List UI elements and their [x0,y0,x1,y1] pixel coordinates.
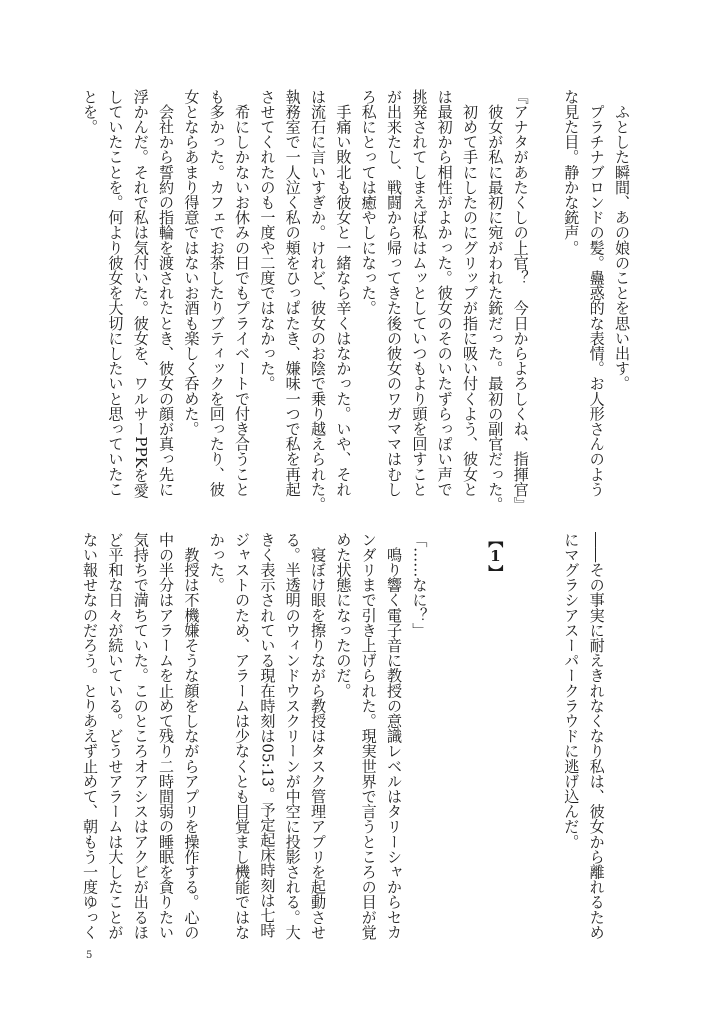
text-line: 鳴り響く電子音に教授の意識レベルはタリーシャからセカ [385,532,404,940]
blank-line [457,532,482,942]
text-line: にマグラシアスーパークラウドに逃げ込んだ。 [562,532,581,850]
text-line: は流石に言いすぎか。けれど、彼女のお陰で乗り越えられた。 [309,89,328,512]
text-line: ――その事実に耐えきれなくなり私は、彼女から離れるため [587,532,606,940]
text-line: が出来たし、戦闘から帰ってきた後の彼女のワガママはむし [385,89,404,497]
text-line: かった。 [207,532,226,593]
text-line: していたことを。何より彼女を大切にしたいと思っていたこ [106,89,125,497]
text-line: 彼女が私に最初に宛がわれた銃だった。最初の副官だった。 [486,89,505,512]
text-line: 中の半分はアラームを止めて残り二時間弱の睡眠を貪りたい [157,532,176,940]
text-line: 初めて手にしたのにグリップが指に吸い付くよう、彼女と [461,89,480,497]
blank-line [533,89,558,499]
text-line: ない報せなのだろう。とりあえず止めて、朝もう一度ゆっく [81,532,100,940]
text-line: プラチナブロンドの髪。蠱惑的な表情。お人形さんのよう [587,89,606,497]
text-line: 教授は不機嫌そうな顔をしながらアプリを操作する。心の [182,532,201,940]
text-line: な見た目。静かな銃声。 [562,89,581,256]
text-line: 女とならあまり得意ではないお酒も楽しく呑めた。 [182,89,201,437]
lower-tier-text-block [77,532,634,942]
blank-line [609,532,634,942]
text-line: 浮かんだ。それで私は気付いた。彼女を、ワルサーPPKを愛 [131,89,150,499]
text-line: ど平和な日々が続いている。どうせアラームは大したことが [106,532,125,940]
dialogue-line: 「……なに？」 [410,532,429,638]
text-line: も多かった。カフェでお茶したりブティックを回ったり、彼 [207,89,226,497]
text-line: ふとした瞬間、あの娘のことを思い出す。 [613,89,631,391]
text-line: 希にしかないお休みの日でもプライベートで付き合うこと [233,89,252,497]
text-line: る。半透明のウィンドウスクリーンが中空に投影される。大 [283,532,302,940]
text-line: 執務室で一人泣く私の頬をひっぱたき、嫌味一つで私を再起 [283,89,302,497]
blank-line [507,532,532,942]
text-line: ンダリまで引き上げられた。現実世界で言うところの目が覚 [359,532,378,940]
text-line: ろ私にとっては癒やしになった。 [359,89,378,316]
upper-tier-text-block [77,89,634,512]
text-line: とを。 [81,89,100,135]
page-number: 5 [86,950,93,961]
text-line: ジャストのため、アラームは少なくとも目覚まし機能ではな [233,532,252,940]
text-line: めた状態になったのだ。 [334,532,353,699]
text-line: 会社から誓約の指輪を渡されたとき、彼女の顔が真っ先に [157,89,176,497]
text-line: 手痛い敗北も彼女と一緒なら辛くはなかった。いや、それ [334,89,353,497]
text-line: は最初から相性がよかった。彼女のそのいたずらっぽい声で [435,89,454,497]
dialogue-line: 『アナタがあたくしの上官？ 今日からよろしくね、指揮官』 [511,89,530,512]
text-line: きく表示されている現在時刻は05:13。予定起床時刻は七時 [258,532,277,938]
text-line: 気持ちで満ちていた。このところオアシスはアクビが出るほ [131,532,150,940]
text-line: 挑発されてしまえば私はムッとしていつもより頭を回すこと [410,89,429,497]
text-line: 寝ぼけ眼を擦りながら教授はタスク管理アプリを起動させ [309,532,328,940]
blank-line [533,532,558,942]
section-heading: 【1】 [486,532,505,581]
blank-line [431,532,456,942]
text-line: させてくれたのも一度や二度ではなかった。 [258,89,277,391]
